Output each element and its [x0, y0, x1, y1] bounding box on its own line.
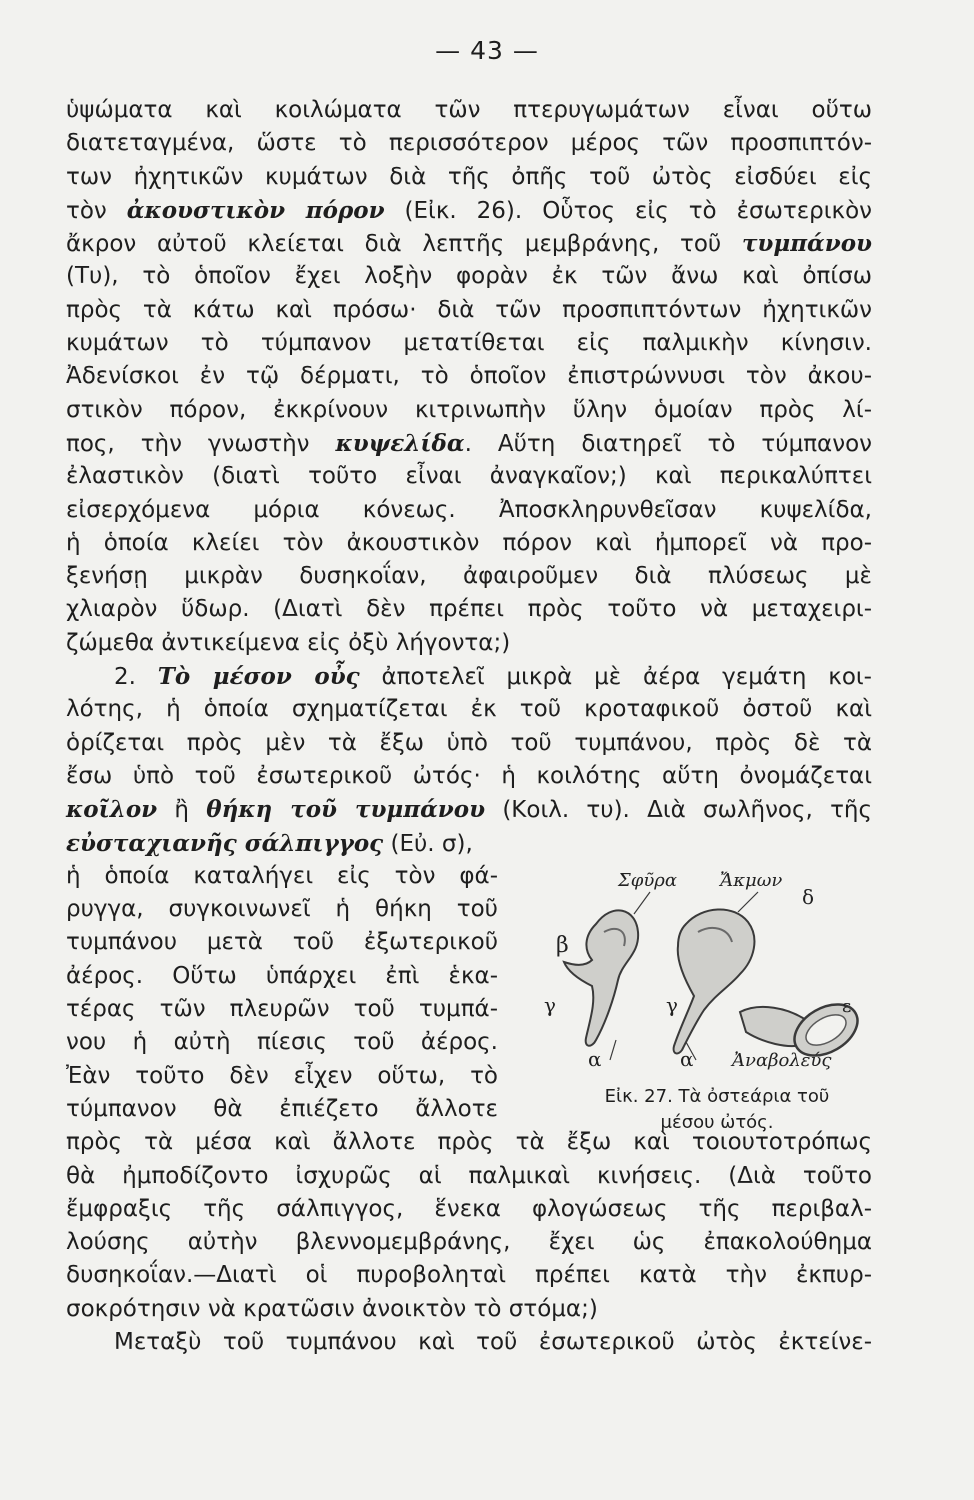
- text-line: ἔσω ὑπὸ τοῦ ἐσωτερικοῦ ὠτός· ἡ κοιλότης αὕτη ὀνομάζεται: [66, 762, 872, 789]
- text-line: πρὸς τὰ κάτω καὶ πρόσω· διὰ τῶν προσπιπτόντων ἠχητικῶν: [66, 296, 872, 323]
- text-line: ἔμφραξις τῆς σάλπιγγος, ἕνεκα φλογώσεως τῆς περιβαλ-: [66, 1195, 872, 1222]
- label-gamma-1: γ: [544, 993, 556, 1017]
- caption-line: Εἰκ. 27. Τὰ ὀστεάρια τοῦ: [604, 1086, 830, 1107]
- text-run: . Αὕτη διατηρεῖ τὸ τύμπανον: [464, 430, 872, 457]
- text-line: λότης, ἡ ὁποία σχηματίζεται ἐκ τοῦ κροταφικοῦ ὀστοῦ καὶ: [66, 696, 872, 723]
- label-beta: β: [556, 933, 569, 958]
- text-line: χλιαρὸν ὕδωρ. (Διατὶ δὲν πρέπει πρὸς τοῦτο νὰ μεταχειρι-: [66, 596, 872, 623]
- text-line: Ἀδενίσκοι ἐν τῷ δέρματι, τὸ ὁποῖον ἐπιστρώννυσι τὸν ἀκου-: [66, 363, 872, 390]
- text-run: (Εὐ. σ),: [383, 830, 473, 857]
- text-line: [66, 194, 872, 227]
- text-line: (Τυ), τὸ ὁποῖον ἔχει λοξὴν φορὰν ἐκ τῶν ἄνω καὶ ὀπίσω: [66, 263, 872, 290]
- malleus-shape: [564, 910, 638, 1045]
- label-anavoleus: Ἀναβολεύς: [732, 1050, 832, 1071]
- label-epsilon: ε: [842, 996, 852, 1017]
- term-tympanic-case: θήκη τοῦ τυμπάνου: [206, 796, 486, 824]
- text-line: [66, 427, 872, 460]
- term-cavity: κοῖλον: [66, 796, 158, 824]
- figure-caption: [546, 1084, 888, 1136]
- text-line: ἡ ὁποία κλείει τὸν ἀκουστικὸν πόρον καὶ ἠμπορεῖ νὰ προ-: [66, 529, 872, 556]
- label-gamma-2: γ: [666, 993, 678, 1017]
- text-line: εἰσερχόμενα μόρια κόνεως. Ἀποσκληρυνθεῖσαν κυψελίδα,: [66, 496, 872, 523]
- body-text: [66, 94, 872, 1359]
- text-line: κυμάτων τὸ τύμπανον μετατίθεται εἰς παλμικὴν κίνησιν.: [66, 330, 872, 357]
- text-line: Μεταξὺ τοῦ τυμπάνου καὶ τοῦ ἐσωτερικοῦ ὠτὸς ἐκτείνε-: [114, 1328, 872, 1355]
- text-line: τέρας τῶν πλευρῶν τοῦ τυμπά-: [66, 996, 498, 1023]
- text-line: [66, 827, 504, 860]
- leader-line: [610, 1040, 616, 1060]
- text-line: στικὸν πόρον, ἐκκρίνουν κιτρινωπὴν ὕλην ὁμοίαν πρὸς λί-: [66, 396, 872, 423]
- text-line: λούσης αὐτὴν βλεννομεμβράνης, ἔχει ὡς ἐπακολούθημα: [66, 1229, 872, 1256]
- leader-line: [634, 892, 650, 914]
- label-delta: δ: [802, 885, 815, 909]
- text-line: τυμπάνου μετὰ τοῦ ἐξωτερικοῦ: [66, 929, 498, 956]
- text-line: πρὸς τὰ μέσα καὶ ἄλλοτε πρὸς τὰ ἔξω καὶ τοιουτοτρόπως: [66, 1129, 872, 1156]
- text-line: Ἐὰν τοῦτο δὲν εἶχεν οὕτω, τὸ: [66, 1062, 498, 1089]
- text-line: ὑψώματα καὶ κοιλώματα τῶν πτερυγωμάτων εἶναι οὕτω: [66, 97, 872, 123]
- text-line: δυσηκοΐαν.—Διατὶ οἱ πυροβοληταὶ πρέπει κατὰ τὴν ἐκπυρ-: [66, 1262, 872, 1289]
- label-alpha-1: α: [588, 1047, 602, 1071]
- term-eustachian-tube: εὐσταχιανῆς σάλπιγγος: [66, 829, 384, 857]
- text-line: ὁρίζεται πρὸς μὲν τὰ ἔξω ὑπὸ τοῦ τυμπάνου, πρὸς δὲ τὰ: [66, 729, 872, 756]
- text-run: ἀποτελεῖ μικρὰ μὲ ἀέρα γεμάτη κοι-: [359, 664, 872, 691]
- text-line: ξενήσῃ μικρὰν δυσηκοΐαν, ἀφαιροῦμεν διὰ πλύσεως μὲ: [66, 563, 872, 590]
- text-line: θὰ ἠμποδίζοντο ἰσχυρῶς αἱ παλμικαὶ κινήσεις. (Διὰ τοῦτο: [66, 1162, 872, 1189]
- text-line: ἀέρος. Οὕτω ὑπάρχει ἐπὶ ἑκα-: [66, 962, 498, 989]
- term-earwax: κυψελίδα: [335, 429, 465, 457]
- term-tympanum: τυμπάνου: [741, 230, 872, 258]
- text-run: (Εἰκ. 26). Οὗτος εἰς τὸ ἐσωτερικὸν: [384, 197, 872, 224]
- text-run: ἢ: [157, 797, 207, 824]
- text-line: [66, 227, 872, 260]
- leader-line: [738, 892, 758, 912]
- text-line: διατεταγμένα, ὥστε τὸ περισσότερον μέρος τῶν προσπιπτόν-: [66, 130, 872, 157]
- text-run: (Κοιλ. τυ). Διὰ σωλῆνος, τῆς: [485, 797, 873, 824]
- label-alpha-2: α: [680, 1047, 694, 1071]
- text-line: σοκρότησιν νὰ κρατῶσιν ἀνοικτὸν τὸ στόμα;): [66, 1295, 598, 1322]
- text-run: πος, τὴν γνωστὴν: [66, 430, 336, 457]
- text-line: των ἠχητικῶν κυμάτων διὰ τῆς ὀπῆς τοῦ ὠτὸς εἰσδύει εἰς: [66, 163, 872, 190]
- ossicles-illustration: [526, 862, 888, 1082]
- label-akmon: Ἄκμων: [720, 870, 783, 891]
- term-acoustic-canal: ἀκουστικὸν πόρον: [126, 196, 385, 224]
- figure-ear-ossicles: [526, 862, 888, 1142]
- text-line: τύμπανον θὰ ἐπιέζετο ἄλλοτε: [66, 1095, 498, 1122]
- text-line: [66, 793, 872, 826]
- text-run: ἄκρον αὐτοῦ κλείεται διὰ λεπτῆς μεμβράνης, τοῦ: [66, 231, 742, 258]
- text-line: ρυγγα, συγκοινωνεῖ ἡ θήκη τοῦ: [66, 896, 498, 923]
- term-middle-ear: Τὸ μέσον οὖς: [157, 663, 360, 691]
- text-line: ζώμεθα ἀντικείμενα εἰς ὀξὺ λήγοντα;): [66, 629, 511, 656]
- text-line: νου ἡ αὐτὴ πίεσις τοῦ ἀέρος.: [66, 1029, 498, 1056]
- caption-line: μέσου ὠτός.: [660, 1112, 774, 1133]
- text-line: ἡ ὁποία καταλήγει εἰς τὸν φά-: [66, 862, 498, 889]
- text-line: [66, 660, 872, 693]
- page-number: — 43 —: [435, 36, 539, 65]
- text-line: ἐλαστικὸν (διατὶ τοῦτο εἶναι ἀναγκαῖον;) καὶ περικαλύπτει: [66, 463, 872, 490]
- incus-shape: [674, 909, 755, 1053]
- label-sfyra: Σφῦρα: [618, 870, 678, 891]
- text-run: 2.: [114, 664, 158, 691]
- text-run: τὸν: [66, 197, 127, 224]
